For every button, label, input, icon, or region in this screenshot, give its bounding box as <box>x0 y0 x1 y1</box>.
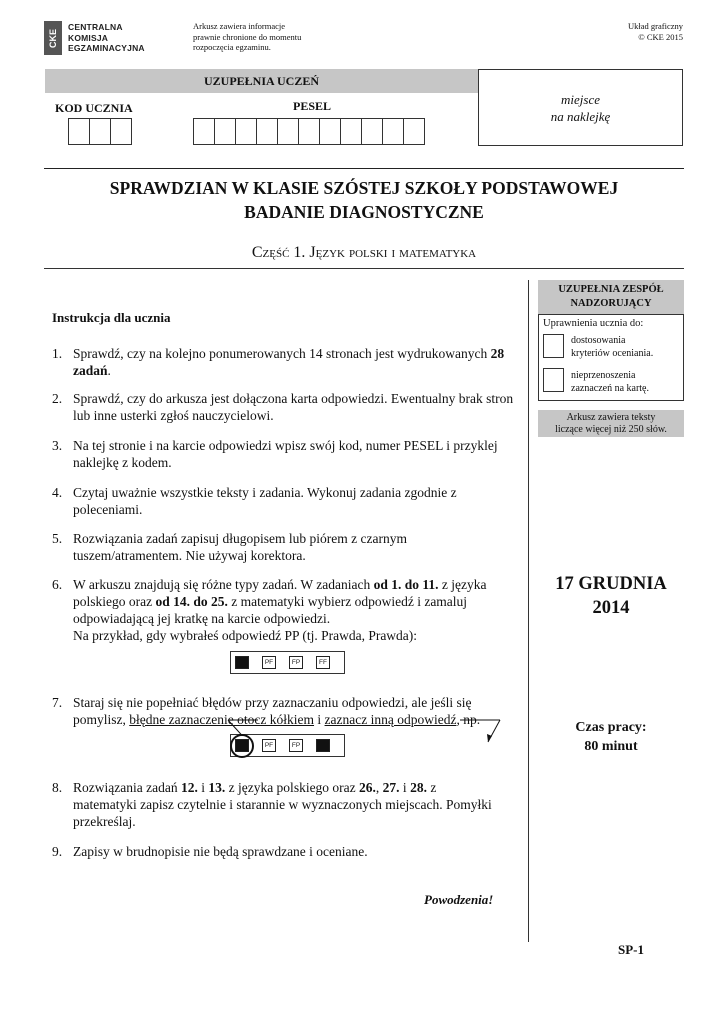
pesel-digit-box[interactable] <box>340 118 362 145</box>
sticker-label-line2: na naklejkę <box>550 108 611 124</box>
no-transfer-checkbox[interactable] <box>543 368 564 392</box>
student-code-field[interactable] <box>68 118 131 145</box>
column-divider <box>528 280 529 942</box>
pesel-digit-box[interactable] <box>256 118 278 145</box>
answer-box-pf: PF <box>262 739 276 752</box>
exam-duration: Czas pracy: 80 minut <box>575 720 647 754</box>
code-digit-box[interactable] <box>110 118 132 145</box>
answer-example-correct <box>230 651 345 674</box>
sticker-label-line1: miejsce <box>561 91 600 107</box>
pesel-digit-box[interactable] <box>277 118 299 145</box>
pesel-digit-box[interactable] <box>319 118 341 145</box>
pesel-digit-box[interactable] <box>193 118 215 145</box>
cke-logo-icon: CKE <box>44 21 62 55</box>
sheet-code: SP-1 <box>618 942 644 957</box>
answer-box-ff: FF <box>316 656 330 669</box>
student-code-label: KOD UCZNIA <box>55 101 133 115</box>
exam-date: 17 GRUDNIA 2014 <box>555 574 667 618</box>
instructions-title: Instrukcja dla ucznia <box>52 310 171 325</box>
pesel-digit-box[interactable] <box>298 118 320 145</box>
layout-note: Układ graficzny © CKE 2015 <box>628 21 683 42</box>
confidential-note: Arkusz zawiera informacje prawnie chronione do momentu rozpoczęcia egzaminu. <box>193 21 302 52</box>
no-transfer-label: nieprzenoszenia zaznaczeń na kartę. <box>571 370 649 394</box>
adapted-criteria-label: dostosowania kryteriów oceniania. <box>571 335 654 359</box>
code-digit-box[interactable] <box>68 118 90 145</box>
circled-answer <box>230 734 254 758</box>
pesel-digit-box[interactable] <box>403 118 425 145</box>
pesel-digit-box[interactable] <box>235 118 257 145</box>
filled-answer-box <box>235 656 249 669</box>
permissions-label: Uprawnienia ucznia do: <box>543 318 644 329</box>
header-divider <box>44 168 684 169</box>
title-divider <box>44 268 684 269</box>
pesel-field[interactable] <box>193 118 424 145</box>
pesel-digit-box[interactable] <box>361 118 383 145</box>
answer-box-fp: FP <box>289 739 303 752</box>
code-digit-box[interactable] <box>89 118 111 145</box>
farewell-text: Powodzenia! <box>424 892 494 907</box>
filled-answer-box <box>316 739 330 752</box>
answer-box-pf: PF <box>262 656 276 669</box>
exam-title: SPRAWDZIAN W KLASIE SZÓSTEJ SZKOŁY PODSTAWOWEJ BADANIE DIAGNOSTYCZNE <box>109 178 619 222</box>
student-section-bar: UZUPEŁNIA UCZEŃ <box>45 69 478 93</box>
answer-box-fp: FP <box>289 656 303 669</box>
filled-answer-box <box>235 739 249 752</box>
pesel-digit-box[interactable] <box>382 118 404 145</box>
pesel-label: PESEL <box>293 99 332 113</box>
supervisor-section-bar: UZUPEŁNIA ZESPÓŁ NADZORUJĄCY <box>538 280 684 314</box>
sticker-area[interactable] <box>478 69 683 146</box>
exam-part-title: Część 1. Język polski i matematyka <box>251 244 477 261</box>
long-texts-note: Arkusz zawiera teksty liczące więcej niż 250 słów. <box>538 410 684 437</box>
pesel-digit-box[interactable] <box>214 118 236 145</box>
adapted-criteria-checkbox[interactable] <box>543 334 564 358</box>
answer-example-corrected <box>230 734 345 757</box>
cke-logo-text: CENTRALNA KOMISJA EGZAMINACYJNA <box>68 22 145 53</box>
